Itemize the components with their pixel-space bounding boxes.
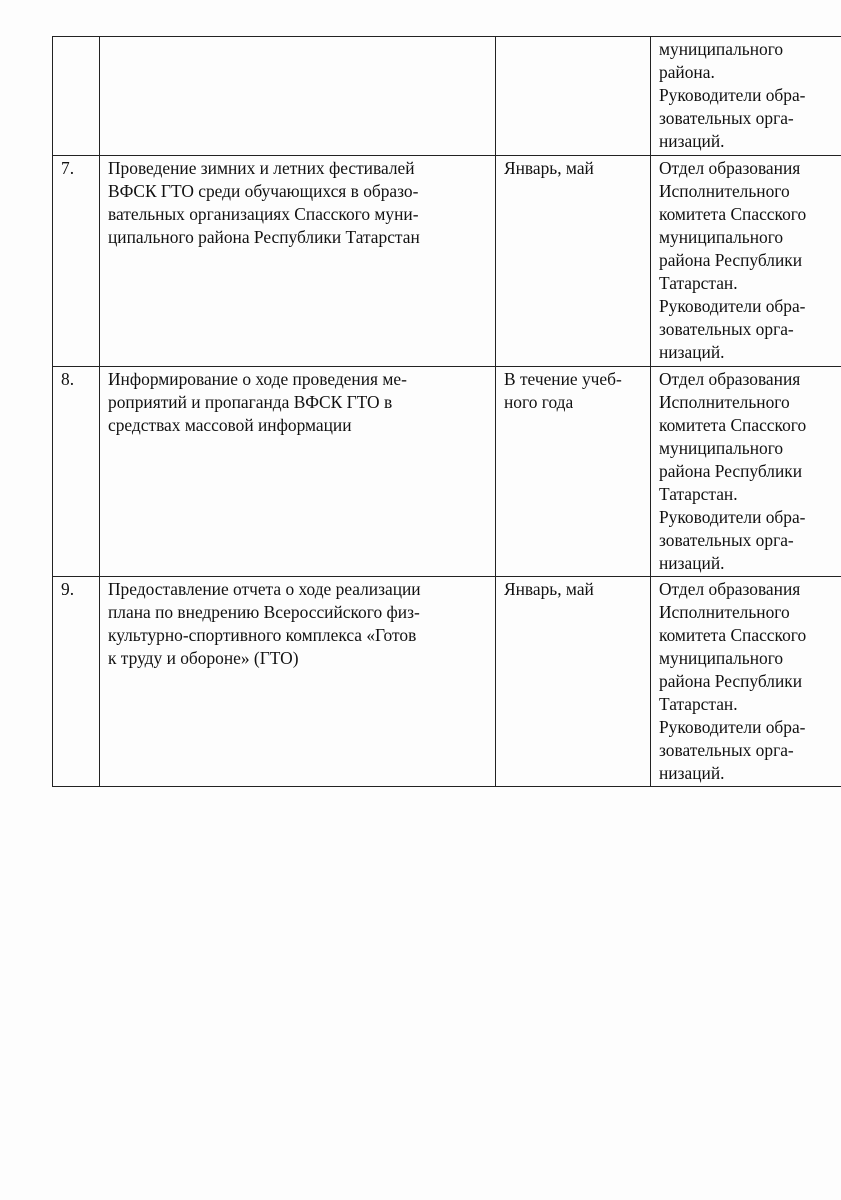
responsible-line: низаций. bbox=[659, 131, 725, 151]
event-line: роприятий и пропаганда ВФСК ГТО в bbox=[108, 392, 393, 412]
responsible-line: района Республики bbox=[659, 671, 803, 691]
responsible-line: Отдел образования bbox=[659, 158, 801, 178]
term-line: Январь, май bbox=[504, 158, 594, 178]
term-line: В течение учеб- bbox=[504, 369, 622, 389]
term-line: Январь, май bbox=[504, 579, 594, 599]
term-cell bbox=[496, 156, 651, 367]
responsible-line: района Республики bbox=[659, 461, 803, 481]
responsible-line: низаций. bbox=[659, 342, 725, 362]
table-row bbox=[53, 367, 841, 577]
responsible-line: района Республики bbox=[659, 250, 803, 270]
responsible-cell bbox=[651, 37, 841, 156]
term-line: ного года bbox=[504, 392, 574, 412]
responsible-line: Руководители обра- bbox=[659, 507, 806, 527]
event-cell bbox=[100, 577, 496, 787]
event-line: культурно-спортивного комплекса «Готов bbox=[108, 625, 417, 645]
event-line: ВФСК ГТО среди обучающихся в образо- bbox=[108, 181, 419, 201]
term-cell bbox=[496, 37, 651, 156]
responsible-cell bbox=[651, 577, 841, 787]
responsible-line: муниципального bbox=[659, 39, 784, 59]
event-cell bbox=[100, 367, 496, 577]
event-line: ципального района Республики Татарстан bbox=[108, 227, 420, 247]
row-number-cell: 8. bbox=[53, 367, 100, 577]
responsible-line: муниципального bbox=[659, 227, 784, 247]
responsible-line: Татарстан. bbox=[659, 484, 738, 504]
responsible-line: Татарстан. bbox=[659, 273, 738, 293]
table-row bbox=[53, 37, 841, 156]
event-cell bbox=[100, 37, 496, 156]
responsible-line: Исполнительного bbox=[659, 392, 790, 412]
responsible-line: зовательных орга- bbox=[659, 740, 794, 760]
responsible-line: низаций. bbox=[659, 763, 725, 783]
term-cell bbox=[496, 367, 651, 577]
responsible-line: низаций. bbox=[659, 553, 725, 573]
term-cell bbox=[496, 577, 651, 787]
responsible-line: муниципального bbox=[659, 648, 784, 668]
responsible-cell bbox=[651, 367, 841, 577]
event-line: к труду и обороне» (ГТО) bbox=[108, 648, 299, 668]
responsible-line: зовательных орга- bbox=[659, 319, 794, 339]
event-line: Проведение зимних и летних фестивалей bbox=[108, 158, 415, 178]
responsible-line: зовательных орга- bbox=[659, 530, 794, 550]
responsible-line: Исполнительного bbox=[659, 181, 790, 201]
responsible-line: района. bbox=[659, 62, 715, 82]
row-number-cell: 7. bbox=[53, 156, 100, 367]
table-row bbox=[53, 156, 841, 367]
responsible-line: Исполнительного bbox=[659, 602, 790, 622]
responsible-line: Руководители обра- bbox=[659, 717, 806, 737]
responsible-line: Отдел образования bbox=[659, 579, 801, 599]
event-line: средствах массовой информации bbox=[108, 415, 352, 435]
responsible-line: комитета Спасского bbox=[659, 204, 807, 224]
responsible-line: Руководители обра- bbox=[659, 85, 806, 105]
table-row bbox=[53, 577, 841, 787]
event-line: плана по внедрению Всероссийского физ- bbox=[108, 602, 420, 622]
row-number-cell: 9. bbox=[53, 577, 100, 787]
event-line: Информирование о ходе проведения ме- bbox=[108, 369, 407, 389]
responsible-line: Татарстан. bbox=[659, 694, 738, 714]
responsible-line: Руководители обра- bbox=[659, 296, 806, 316]
responsible-cell bbox=[651, 156, 841, 367]
event-line: Предоставление отчета о ходе реализации bbox=[108, 579, 421, 599]
responsible-line: муниципального bbox=[659, 438, 784, 458]
activity-plan-table bbox=[52, 36, 841, 787]
responsible-line: комитета Спасского bbox=[659, 415, 807, 435]
event-cell bbox=[100, 156, 496, 367]
responsible-line: Отдел образования bbox=[659, 369, 801, 389]
event-line: вательных организациях Спасского муни- bbox=[108, 204, 419, 224]
responsible-line: комитета Спасского bbox=[659, 625, 807, 645]
responsible-line: зовательных орга- bbox=[659, 108, 794, 128]
row-number-cell bbox=[53, 37, 100, 156]
